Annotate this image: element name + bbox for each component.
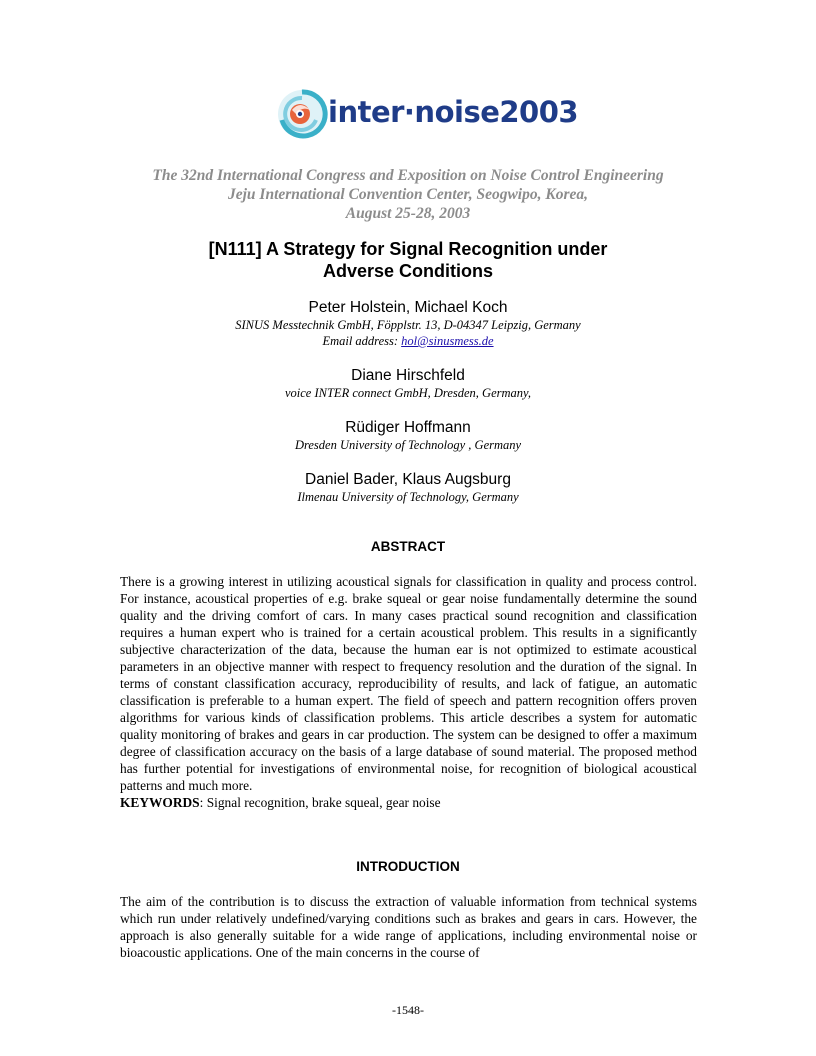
conference-logo <box>278 86 579 142</box>
abstract-body <box>120 573 697 811</box>
conference-line-2: Jeju International Convention Center, Seogwipo, Korea, <box>227 186 588 203</box>
author-names: Diane Hirschfeld <box>351 367 465 384</box>
email-link[interactable]: hol@sinusmess.de <box>401 334 494 348</box>
abstract-text: There is a growing interest in utilizing acoustical signals for classification in quality and process control. For instance, acoustical properties of e.g. brake squeal or gear noise fundamentally determine the sound quality and the driving comfort of cars. In many cases practical sound recognition and classification requires a human expert who is trained for a certain acoustical problem. This results in a significantly subjective characterization of the data, because the human ear is not optimized to estimate acoustical parameters in an objective manner with respect to frequency resolution and the duration of the signal. In terms of constant classification accuracy, reproducibility of results, and lack of fatigue, an automatic classification is preferable to a human expert. The field of speech and pattern recognition offers proven algorithms for various kinds of classification problems. This article describes a system for automatic quality monitoring of brakes and gears in car production. The system can be designed to offer a maximum degree of classification accuracy on the basis of a large database of sound material. The proposed method has further potential for investigations of environmental noise, for recognition of biological acoustical patterns and much more. <box>120 574 697 793</box>
author-affiliation: Dresden University of Technology , Germany <box>294 438 522 452</box>
logo-year: 2003 <box>499 95 579 129</box>
page-number: -1548- <box>392 1003 424 1017</box>
keywords-text: : Signal recognition, brake squeal, gear noise <box>199 795 441 810</box>
introduction-heading: INTRODUCTION <box>356 859 460 874</box>
logo-text: inter·noise <box>328 95 500 129</box>
conference-line-3: August 25-28, 2003 <box>345 205 471 222</box>
author-email-line <box>0 333 816 349</box>
author-names: Daniel Bader, Klaus Augsburg <box>305 471 511 488</box>
conference-line-1: The 32nd International Congress and Exposition on Noise Control Engineering <box>152 167 664 184</box>
author-affiliation: voice INTER connect GmbH, Dresden, Germany, <box>284 386 531 400</box>
paper-title-line-2: Adverse Conditions <box>322 261 494 281</box>
author-affiliation: Ilmenau University of Technology, Germany <box>297 490 519 504</box>
introduction-body <box>120 893 697 961</box>
author-names: Rüdiger Hoffmann <box>345 419 471 436</box>
abstract-heading: ABSTRACT <box>370 539 446 554</box>
author-names: Peter Holstein, Michael Koch <box>308 299 508 316</box>
swirl-logo-icon <box>278 86 332 142</box>
keywords-label: KEYWORDS <box>120 795 200 810</box>
author-affiliation: SINUS Messtechnik GmbH, Föpplstr. 13, D-04347 Leipzig, Germany <box>235 318 581 332</box>
introduction-text: The aim of the contribution is to discuss the extraction of valuable information from technical systems which run under relatively undefined/varying conditions such as brakes and gears in cars. However, the approach is also generally suitable for a wide range of applications, including environmental noise or bioacoustic applications. One of the main concerns in the course of <box>120 894 697 960</box>
email-label: Email address: <box>322 334 402 348</box>
keywords-line <box>120 794 697 811</box>
logo-wordmark <box>328 94 578 130</box>
paper-title-line-1: [N111] A Strategy for Signal Recognition under <box>208 239 608 259</box>
